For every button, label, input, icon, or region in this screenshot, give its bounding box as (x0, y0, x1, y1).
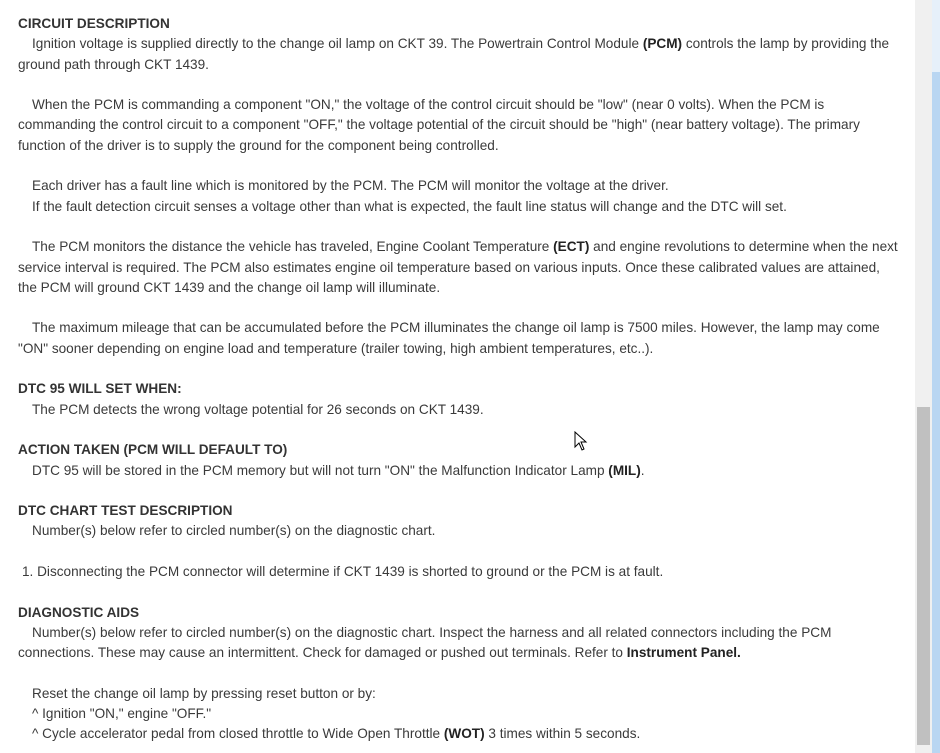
circuit-paragraph-3 (18, 176, 902, 217)
window-edge (932, 0, 940, 753)
set-when-heading: DTC 95 WILL SET WHEN: (18, 381, 182, 397)
circuit-paragraph-5: The maximum mileage that can be accumulated before the PCM illuminates the change oil lamp is 7500 miles. However, the lamp may come "ON" sooner depending on engine load and temperature (trailer towing, high ambient temperatures, etc..). (18, 320, 880, 356)
action-taken-heading: ACTION TAKEN (PCM WILL DEFAULT TO) (18, 442, 288, 458)
bold-term: (WOT) (443, 726, 485, 742)
bold-term: (PCM) (642, 36, 683, 52)
reset-instructions: Reset the change oil lamp by pressing reset button or by: (32, 685, 376, 701)
chart-test-heading: DTC CHART TEST DESCRIPTION (18, 503, 233, 519)
bold-term: (MIL) (608, 462, 641, 478)
text: Ignition voltage is supplied directly to the change oil lamp on CKT 39. The Powertrain Control Module (32, 36, 643, 52)
reset-step-1: ^ Ignition "ON," engine "OFF." (32, 706, 212, 722)
chart-test-text: Number(s) below refer to circled number(s) on the diagnostic chart. (32, 523, 436, 539)
diagnostic-aids-text (18, 623, 902, 664)
circuit-paragraph-4 (18, 237, 902, 298)
scrollbar-thumb[interactable] (917, 407, 930, 745)
chart-test-item-1: 1. Disconnecting the PCM connector will determine if CKT 1439 is shorted to ground or the PCM is at fault. (22, 564, 664, 580)
text: ^ Cycle accelerator pedal from closed throttle to Wide Open Throttle (32, 726, 444, 742)
text: If the fault detection circuit senses a voltage other than what is expected, the fault line status will change and the DTC will set. (32, 198, 787, 214)
text: The PCM monitors the distance the vehicle has traveled, Engine Coolant Temperature (32, 239, 554, 255)
text: 3 times within 5 seconds. (484, 726, 641, 742)
mouse-cursor-icon (574, 431, 588, 451)
bold-term: (ECT) (553, 239, 590, 255)
instrument-panel-reference: Instrument Panel. (626, 645, 741, 661)
diagnostic-aids-heading: DIAGNOSTIC AIDS (18, 604, 140, 620)
window-edge-top (932, 0, 940, 72)
circuit-description-heading: CIRCUIT DESCRIPTION (18, 16, 170, 31)
text: Number(s) below refer to circled number(s) on the diagnostic chart. Inspect the harness and all related connectors including the PCM connections. These may cause an intermittent. Check for damaged or pushed out terminals. Refer to (18, 624, 832, 661)
set-when-text: The PCM detects the wrong voltage potential for 26 seconds on CKT 1439. (32, 401, 484, 417)
text: . (640, 462, 645, 478)
text: controls the lamp by providing the ground path through CKT 1439. (18, 36, 890, 72)
document-content (18, 14, 902, 745)
circuit-paragraph-2: When the PCM is commanding a component "ON," the voltage of the control circuit should be "low" (near 0 volts). When the PCM is commanding the control circuit to a component "OFF," the voltage potential of the circuit should be "high" (near battery voltage). The primary function of the driver is to supply the ground for the component being controlled. (18, 97, 860, 153)
circuit-paragraph-1 (18, 34, 902, 75)
text: and engine revolutions to determine when the next service interval is required. The PCM also estimates engine oil temperature based on various inputs. Once these calibrated values are attained, the PCM will ground CKT 1439 and the change oil lamp will illuminate. (18, 239, 898, 295)
text: DTC 95 will be stored in the PCM memory but will not turn "ON" the Malfunction Indicator Lamp (32, 462, 609, 478)
action-taken-text (18, 461, 902, 481)
reset-step-2 (18, 724, 902, 744)
text: Each driver has a fault line which is monitored by the PCM. The PCM will monitor the voltage at the driver. (32, 178, 669, 194)
